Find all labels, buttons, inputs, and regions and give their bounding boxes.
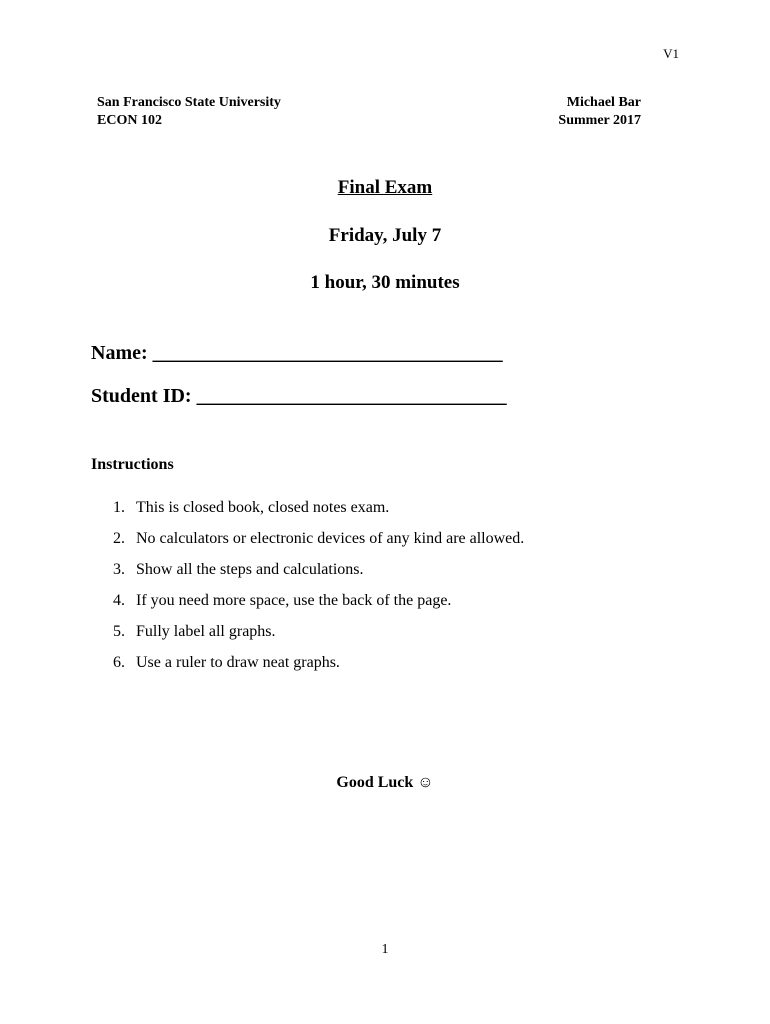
list-item-number: 1.: [113, 499, 125, 516]
page-number: 1: [381, 942, 389, 957]
list-item-text: This is closed book, closed notes exam.: [136, 499, 390, 516]
list-item-number: 6.: [113, 654, 125, 671]
student-id-field[interactable]: Student ID: _______________________________: [91, 385, 507, 407]
list-item: [113, 652, 524, 683]
header-right: [558, 94, 641, 130]
term: Summer 2017: [558, 113, 641, 128]
list-item-text: No calculators or electronic devices of any kind are allowed.: [136, 530, 525, 547]
list-item-number: 4.: [113, 592, 125, 609]
list-item: [113, 621, 524, 652]
list-item-text: Fully label all graphs.: [136, 623, 276, 640]
course-code: ECON 102: [97, 113, 162, 128]
exam-title: Final Exam: [337, 177, 433, 198]
list-item-number: 3.: [113, 561, 125, 578]
header-left: [97, 94, 281, 130]
instructions-list: [113, 497, 524, 683]
list-item: [113, 559, 524, 590]
instructor-name: Michael Bar: [566, 95, 641, 110]
version-label: V1: [663, 46, 679, 61]
university-name: San Francisco State University: [97, 95, 281, 110]
list-item-text: Show all the steps and calculations.: [136, 561, 364, 578]
list-item: [113, 590, 524, 621]
instructions-heading: Instructions: [91, 456, 174, 473]
list-item-number: 2.: [113, 530, 125, 547]
list-item: [113, 528, 524, 559]
list-item-number: 5.: [113, 623, 125, 640]
list-item: [113, 497, 524, 528]
name-field[interactable]: Name: ___________________________________: [91, 342, 503, 364]
list-item-text: Use a ruler to draw neat graphs.: [136, 654, 340, 671]
good-luck-message: Good Luck ☺: [336, 774, 434, 791]
exam-duration: 1 hour, 30 minutes: [310, 272, 460, 293]
exam-date: Friday, July 7: [328, 225, 442, 246]
list-item-text: If you need more space, use the back of the page.: [136, 592, 452, 609]
